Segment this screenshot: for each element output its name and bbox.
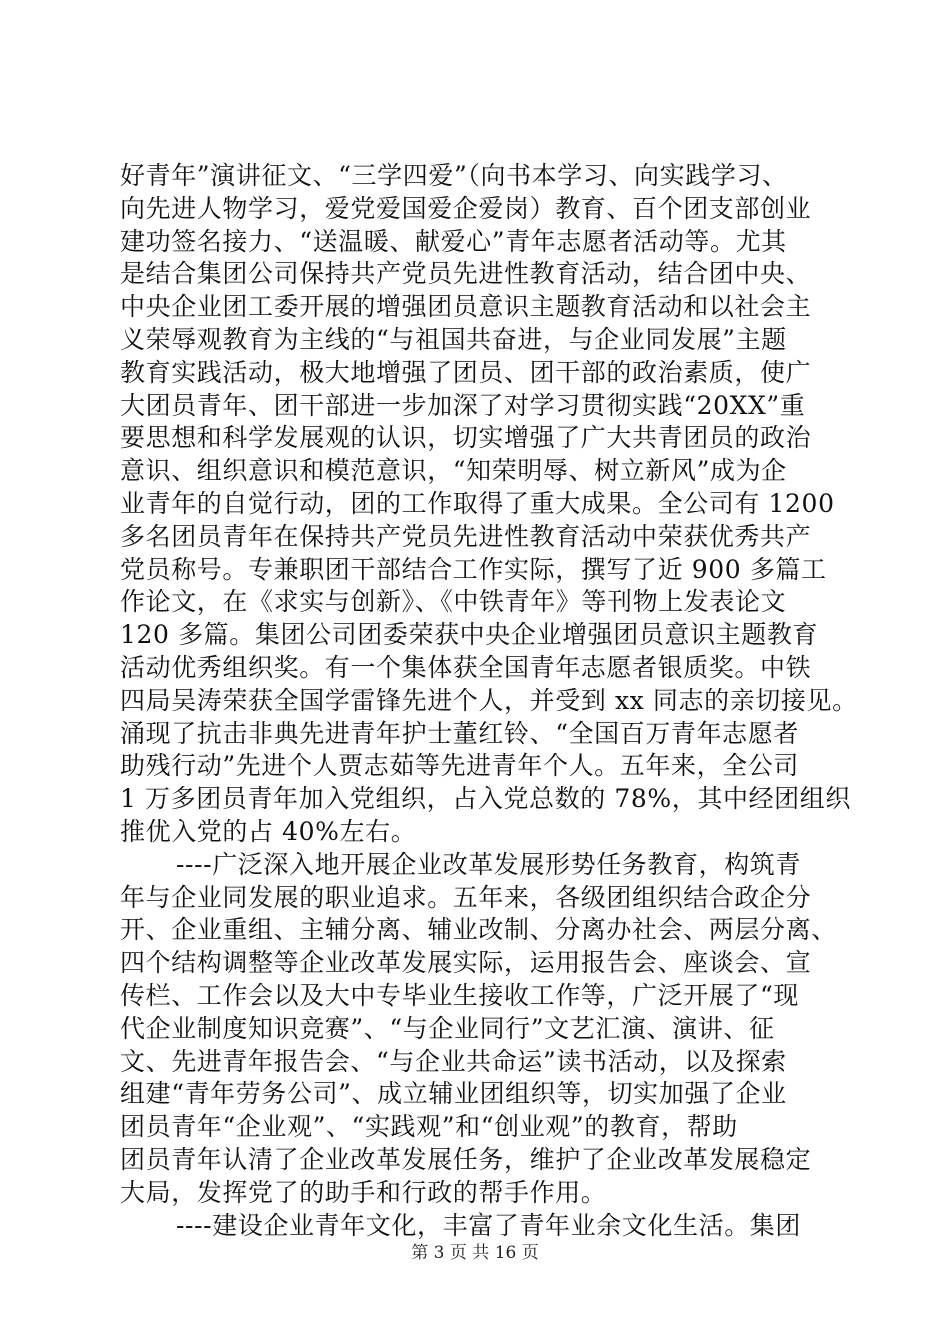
text-line: 助残行动”先进个人贾志茹等先进青年个人。五年来，全公司 xyxy=(120,751,799,781)
text-line: 120 多篇。集团公司团委荣获中央企业增强团员意识主题教育 xyxy=(120,620,819,650)
text-line: 年与企业同发展的职业追求。五年来，各级团组织结合政企分 xyxy=(120,882,812,912)
text-line: 大局，发挥党了的助手和行政的帮手作用。 xyxy=(120,1177,607,1207)
text-line: ----建设企业青年文化，丰富了青年业余文化生活。集团 xyxy=(176,1210,801,1240)
text-line: 活动优秀组织奖。有一个集体获全国青年志愿者银质奖。中铁 xyxy=(120,652,812,682)
body-text xyxy=(120,160,858,1242)
text-line: 建功签名接力、“送温暖、献爱心”青年志愿者活动等。尤其 xyxy=(120,226,787,256)
text-line: 好青年”演讲征文、“三学四爱”（向书本学习、向实践学习、 xyxy=(120,161,788,190)
text-line: 是结合集团公司保持共产党员先进性教育活动，结合团中央、 xyxy=(120,259,812,289)
text-line: 义荣辱观教育为主线的“与祖国共奋进，与企业同发展”主题 xyxy=(120,324,787,354)
text-line: 业青年的自觉行动，团的工作取得了重大成果。全公司有 1200 xyxy=(120,488,835,518)
text-line: 团员青年认清了企业改革发展任务，维护了企业改革发展稳定 xyxy=(120,1144,812,1174)
text-line: 组建“青年劳务公司”、成立辅业团组织等，切实加强了企业 xyxy=(120,1079,787,1109)
text-line: 四个结构调整等企业改革发展实际，运用报告会、座谈会、宣 xyxy=(120,948,812,978)
text-line: 意识、组织意识和模范意识，“知荣明辱、树立新风”成为企 xyxy=(120,456,787,486)
text-line: 1 万多团员青年加入党组织，占入党总数的 78%，其中经团组织 xyxy=(120,784,851,814)
text-line: 文、先进青年报告会、“与企业共命运”读书活动，以及探索 xyxy=(120,1046,787,1076)
text-line: 作论文，在《求实与创新》、《中铁青年》等刊物上发表论文 xyxy=(120,587,787,617)
text-line: 推优入党的占 40%左右。 xyxy=(120,816,417,846)
text-line: 涌现了抗击非典先进青年护士董红铃、“全国百万青年志愿者 xyxy=(120,718,799,748)
text-line: 大团员青年、团干部进一步加深了对学习贯彻实践“20XX”重 xyxy=(120,390,806,420)
text-line: 要思想和科学发展观的认识，切实增强了广大共青团员的政治 xyxy=(120,423,812,453)
text-line: 党员称号。专兼职团干部结合工作实际，撰写了近 900 多篇工 xyxy=(120,554,827,584)
text-line: 中央企业团工委开展的增强团员意识主题教育活动和以社会主 xyxy=(120,292,812,322)
text-line: 四局吴涛荣获全国学雷锋先进个人，并受到 xx 同志的亲切接见。 xyxy=(120,685,858,715)
text-line: 代企业制度知识竞赛”、“与企业同行”文艺汇演、演讲、征 xyxy=(120,1013,775,1043)
page-footer: 第 3 页 共 16 页 xyxy=(411,1243,539,1263)
text-line: 开、企业重组、主辅分离、辅业改制、分离办社会、两层分离、 xyxy=(120,915,837,945)
text-line: ----广泛深入地开展企业改革发展形势任务教育，构筑青 xyxy=(176,849,801,879)
text-line: 团员青年“企业观”、“实践观”和“创业观”的教育，帮助 xyxy=(120,1112,738,1142)
text-line: 教育实践活动，极大地增强了团员、团干部的政治素质，使广 xyxy=(120,357,812,387)
text-line: 向先进人物学习，爱党爱国爱企爱岗）教育、百个团支部创业 xyxy=(120,193,812,223)
text-line: 传栏、工作会以及大中专毕业生接收工作等，广泛开展了“现 xyxy=(120,980,799,1010)
text-line: 多名团员青年在保持共产党员先进性教育活动中荣获优秀共产 xyxy=(120,521,812,551)
